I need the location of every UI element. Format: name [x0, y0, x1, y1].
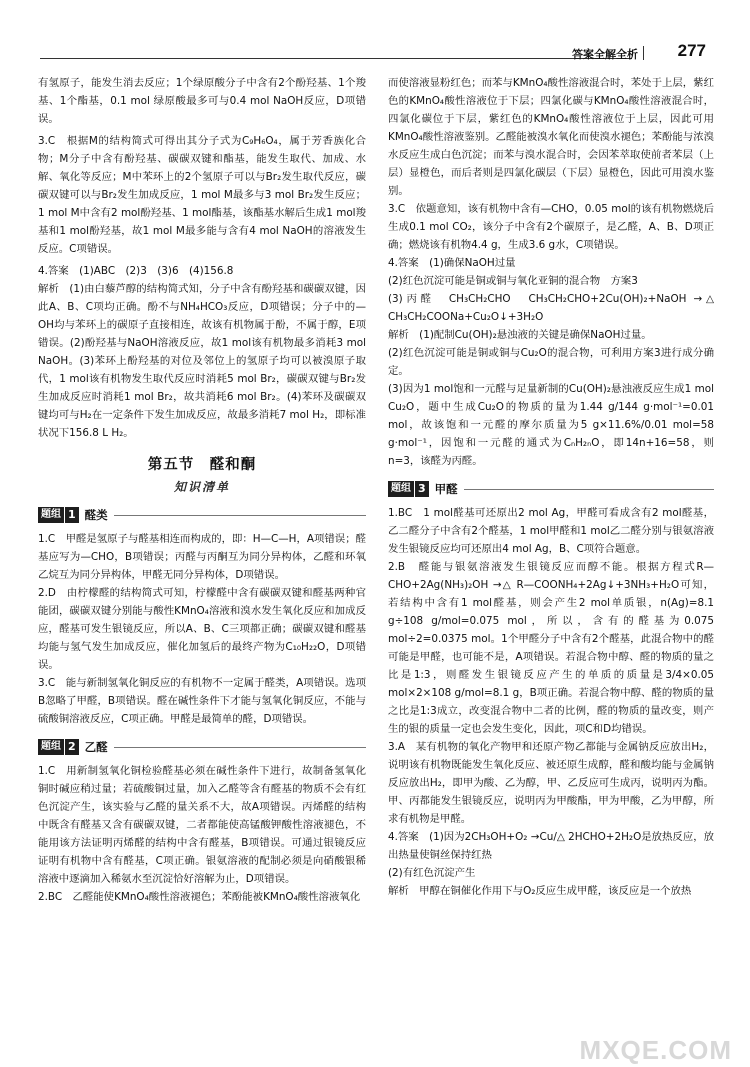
watermark-logo: MXQE.COM [579, 1035, 732, 1065]
paragraph: 2.D 由柠檬醛的结构简式可知，柠檬醛中含有碳碳双键和醛基两种官能团，碳碳双键分别能与酸性KMnO₄溶液和溴水发生氧化反应和加成反应，醛基可发生银镜反应，所以A、B、C三项都正确；碳碳双键和醛基均能与氢气发生加成反应，催化加氢后的最终产物为C₁₀H₂₂O，D项错误。 [38, 587, 366, 671]
header-label: 答案全解全析 [572, 48, 638, 61]
header-separator [643, 46, 644, 60]
paragraph: 而使溶液显粉红色；而苯与KMnO₄酸性溶液混合时，苯处于上层，紫红色的KMnO₄酸性溶液位于下层；四氯化碳与KMnO₄酸性溶液混合时，四氯化碳位于下层，紫红色的KMnO₄酸性溶液位于上层，因此可用KMnO₄酸性溶液鉴别。乙醛能被溴水氧化而使溴水褪色；苯酚能与浓溴水反应生成白色沉淀；而苯与溴水混合时，会因苯萃取使前者苯层（上层）显橙色，而后者则是四氯化碳层（下层）显橙色，因此可用溴水鉴别。 [388, 77, 714, 197]
page-number: 277 [677, 41, 706, 60]
paragraph: (3)因为1 mol饱和一元醛与足量新制的Cu(OH)₂悬浊液反应生成1 mol Cu₂O，题中生成Cu₂O的物质的量为1.44 g/144 g·mol⁻¹=0.01 mol，故该饱和一元醛的摩尔质量为5 g×11.6%/0.01 mol=58 g·mol⁻¹，因饱和一元醛的通式为CₙH₂ₙO，即14n+16=58，则n=3，该醛为丙醛。 [388, 383, 714, 467]
paragraph: 有氢原子，能发生消去反应；1个绿原酸分子中含有2个酚羟基、1个羧基、1个酯基，0.1 mol 绿原酸最多可与0.4 mol NaOH反应，D项错误。 [38, 77, 366, 125]
paragraph: 4.答案 (1)ABC (2)3 (3)6 (4)156.8 [38, 265, 234, 277]
group-heading-1: 题组 1 醛类 [38, 506, 366, 524]
paragraph: 3.C 根据M的结构简式可得出其分子式为C₉H₆O₄，属于芳香族化合物；M分子中含有酚羟基、碳碳双键和酯基，能发生取代、加成、水解、氧化等反应；M中苯环上的2个氢原子可以与Br₂发生取代反应，碳碳双键可以与Br₂发生加成反应，1 mol M最多与3 mol Br₂发生反应；1 mol M中含有2 mol酚羟基、1 mol酯基，该酯基水解后生成1 mol羧基和1 mol酚羟基，故1 mol M最多能与含有4 mol NaOH的溶液发生反应。C项错误。 [38, 135, 366, 255]
header-rule [40, 58, 632, 59]
paragraph: 3.C 依题意知，该有机物中含有—CHO，0.05 mol的该有机物燃烧后生成0.1 mol CO₂，该分子中含有2个碳原子，是乙醛，A、B、D项正确；燃烧该有机物4.4 g，生成3.6 g水，C项错误。 [388, 203, 714, 251]
paragraph: (2)有红色沉淀产生 [388, 867, 476, 879]
paragraph: 1.C 甲醛是氢原子与醛基相连而构成的，即：H—C—H，A项错误；醛基应写为—CHO，B项错误；丙醛与丙酮互为同分异构体，乙醛和环氧乙烷互为同分异构体，甲醛无同分异构体，D项错误。 [38, 533, 366, 581]
paragraph: (2)红色沉淀可能是铜或铜与氧化亚铜的混合物 方案3 [388, 275, 638, 287]
paragraph: 1.BC 1 mol醛基可还原出2 mol Ag，甲醛可看成含有2 mol醛基，乙二醛分子中含有2个醛基，1 mol甲醛和1 mol乙二醛分别与银氨溶液发生银镜反应均可还原出4 mol Ag，B、C项符合题意。 [388, 507, 714, 555]
left-column [38, 74, 366, 906]
paragraph: (2)红色沉淀可能是铜或铜与Cu₂O的混合物，可利用方案3进行成分确定。 [388, 347, 714, 377]
paragraph: 4.答案 (1)确保NaOH过量 [388, 257, 516, 269]
right-column [388, 74, 714, 900]
paragraph: (3)丙醛 CH₃CH₂CHO CH₃CH₂CHO+2Cu(OH)₂+NaOH →△ CH₃CH₂COONa+Cu₂O↓+3H₂O [388, 293, 714, 323]
section-subtitle: 知识清单 [173, 480, 230, 494]
paragraph: 解析 甲醇在铜催化作用下与O₂反应生成甲醛，该反应是一个放热 [388, 885, 692, 897]
paragraph: 2.B 醛能与银氨溶液发生银镜反应而醇不能。根据方程式R—CHO+2Ag(NH₃)₂OH →△ R—COONH₄+2Ag↓+3NH₃+H₂O可知，若结构中含有1 mol醛基，则会产生2 mol单质银，n(Ag)=8.1 g÷108 g/mol=0.075 mol，所以，含有的醛基为0.075 mol÷2=0.0375 mol。1个甲醛分子中含有2个醛基，此混合物中的醛可能是甲醛，也可能不是，A项错误。若混合物中醇、醛的物质的量之比是1:3，则醛发生银镜反应产生的单质的质量是3/4×0.05 mol×2×108 g/mol=8.1 g，B项正确。若混合物中醇、醛的物质的量之比是1:3成立，改变混合物中二者的比例，醛的物质的量改变，则产生的银的质量一定也会发生变化，因此，项C和D均错误。 [388, 561, 714, 735]
group-heading-3: 题组 3 甲醛 [388, 480, 714, 498]
page-header [0, 42, 750, 64]
paragraph: 1.C 用新制氢氧化铜检验醛基必须在碱性条件下进行，故制备氢氧化铜时碱应稍过量；若硫酸铜过量，加入乙醛等含有醛基的物质不会有红色沉淀产生，该实验与乙醛的量关系不大，故A项错误。丙烯醛的结构中既含有醛基又含有碳碳双键，二者都能使高锰酸钾酸性溶液褪色，不能用该方法证明丙烯醛的结构中含有醛基，B项错误。可通过银镜反应证明有机物中含有醛基，C项正确。银氨溶液的配制必须是向硝酸银稀溶液中逐滴加入稀氨水至沉淀恰好溶解为止，D项错误。 [38, 765, 366, 885]
paragraph: 3.A 某有机物的氧化产物甲和还原产物乙都能与金属钠反应放出H₂，说明该有机物既能发生氧化反应、被还原生成醇，醛和酸均能与金属钠反应放出H₂，即甲为酸、乙为醇，甲、乙反应可生成丙，说明丙为酯。甲、丙都能发生银镜反应，说明丙为甲酸酯，甲为甲酸，乙为甲醇，所求有机物是甲醛。 [388, 741, 714, 825]
paragraph: 解析 (1)由白藜芦醇的结构简式知，分子中含有酚羟基和碳碳双键，因此A、B、C项均正确。酚不与NH₄HCO₃反应，D项错误；分子中的—OH均与苯环上的碳原子直接相连，故该有机物属于酚，不属于醇，E项错误。(2)酚羟基与NaOH溶液反应，故1 mol该有机物最多消耗3 mol NaOH。(3)苯环上酚羟基的对位及邻位上的氢原子均可以被溴原子取代，1 mol该有机物发生取代反应时消耗5 mol Br₂，碳碳双键与Br₂发生加成反应时消耗1 mol Br₂，故共消耗6 mol Br₂。(4)苯环及碳碳双键均可与H₂在一定条件下发生加成反应，故最多消耗7 mol H₂，即标准状况下156.8 L H₂。 [38, 283, 366, 439]
section-title: 第五节 醛和酮 [147, 457, 257, 473]
paragraph: 2.BC 乙醛能使KMnO₄酸性溶液褪色；苯酚能被KMnO₄酸性溶液氧化 [38, 891, 361, 903]
group-heading-2: 题组 2 乙醛 [38, 738, 366, 756]
paragraph: 解析 (1)配制Cu(OH)₂悬浊液的关键是确保NaOH过量。 [388, 329, 652, 341]
paragraph: 3.C 能与新制氢氧化铜反应的有机物不一定属于醛类，A项错误。选项B忽略了甲醛，B项错误。醛在碱性条件下才能与氢氧化铜反应，不能与硫酸铜溶液反应，C项正确。甲醛是最简单的醛，D项错误。 [38, 677, 366, 725]
paragraph: 4.答案 (1)因为2CH₃OH+O₂ →Cu/△ 2HCHO+2H₂O是放热反应，放出热量使铜丝保持红热 [388, 831, 714, 861]
